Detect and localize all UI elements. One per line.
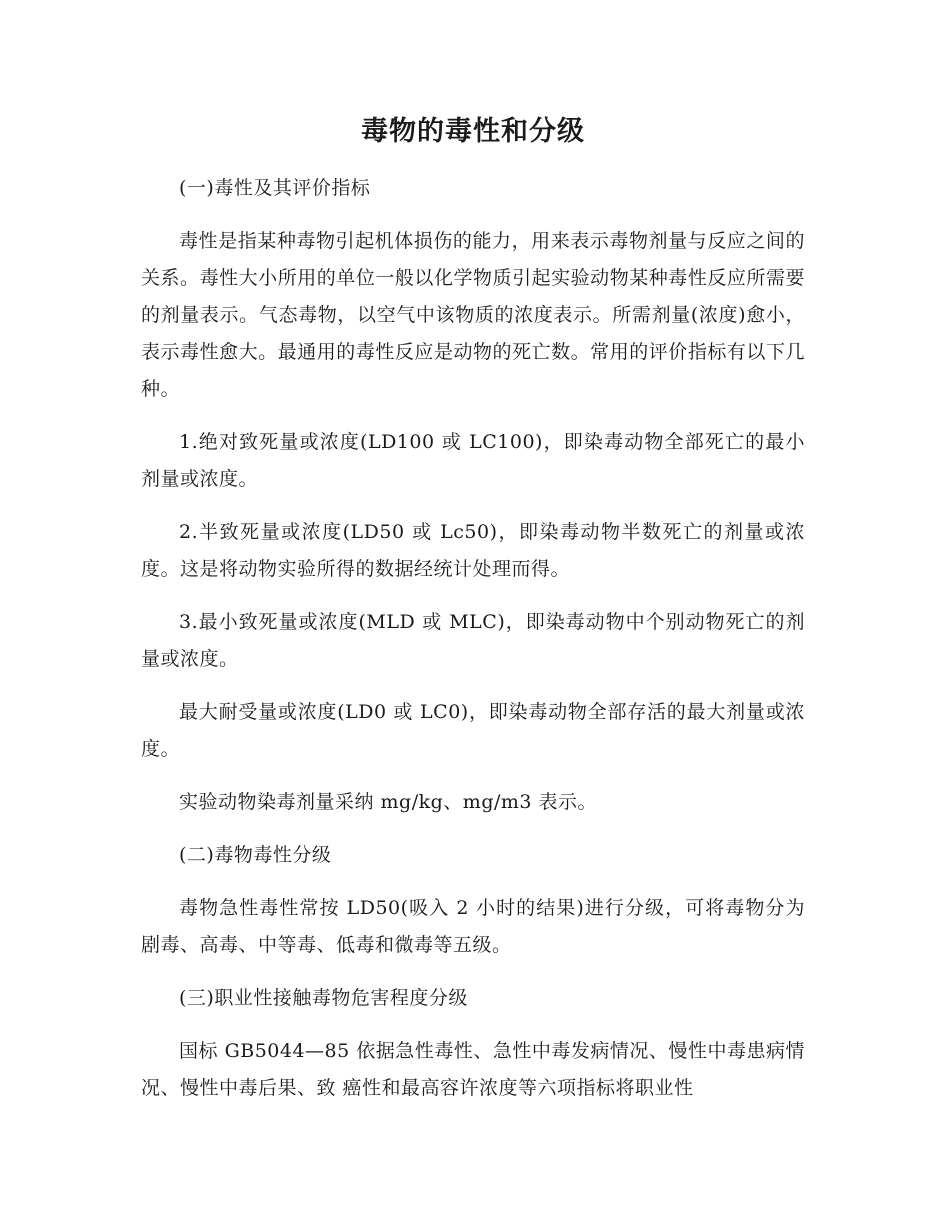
paragraph-acute-grading: 毒物急性毒性常按 LD50(吸入 2 小时的结果)进行分级，可将毒物分为剧毒、高毒、中等毒、低毒和微毒等五级。 [141,897,805,956]
paragraph-ld0: 最大耐受量或浓度(LD0 或 LC0)，即染毒动物全部存活的最大剂量或浓度。 [141,701,805,760]
document-page [141,108,805,1123]
section-heading-1: (一)毒性及其评价指标 [179,177,371,199]
section-heading-3: (三)职业性接触毒物危害程度分级 [179,987,468,1009]
document-title: 毒物的毒性和分级 [361,116,585,147]
paragraph-toxicity-definition: 毒性是指某种毒物引起机体损伤的能力，用来表示毒物剂量与反应之间的关系。毒性大小所用的单位一般以化学物质引起实验动物某种毒性反应所需要的剂量表示。气态毒物，以空气中该物质的浓度表示。所需剂量(浓度)愈小，表示毒性愈大。最通用的毒性反应是动物的死亡数。常用的评价指标有以下几种。 [141,230,805,400]
paragraph-ld50: 2.半致死量或浓度(LD50 或 Lc50)，即染毒动物半数死亡的剂量或浓度。这是将动物实验所得的数据经统计处理而得。 [141,521,805,580]
section-heading-2: (二)毒物毒性分级 [179,844,332,866]
paragraph-units: 实验动物染毒剂量采纳 mg/kg、mg/m3 表示。 [179,791,598,813]
paragraph-mld: 3.最小致死量或浓度(MLD 或 MLC)，即染毒动物中个别动物死亡的剂量或浓度。 [141,611,805,670]
paragraph-ld100: 1.绝对致死量或浓度(LD100 或 LC100)，即染毒动物全部死亡的最小剂量或浓度。 [141,431,805,490]
paragraph-gb5044: 国标 GB5044—85 依据急性毒性、急性中毒发病情况、慢性中毒患病情况、慢性中毒后果、致 癌性和最高容许浓度等六项指标将职业性 [141,1040,805,1099]
